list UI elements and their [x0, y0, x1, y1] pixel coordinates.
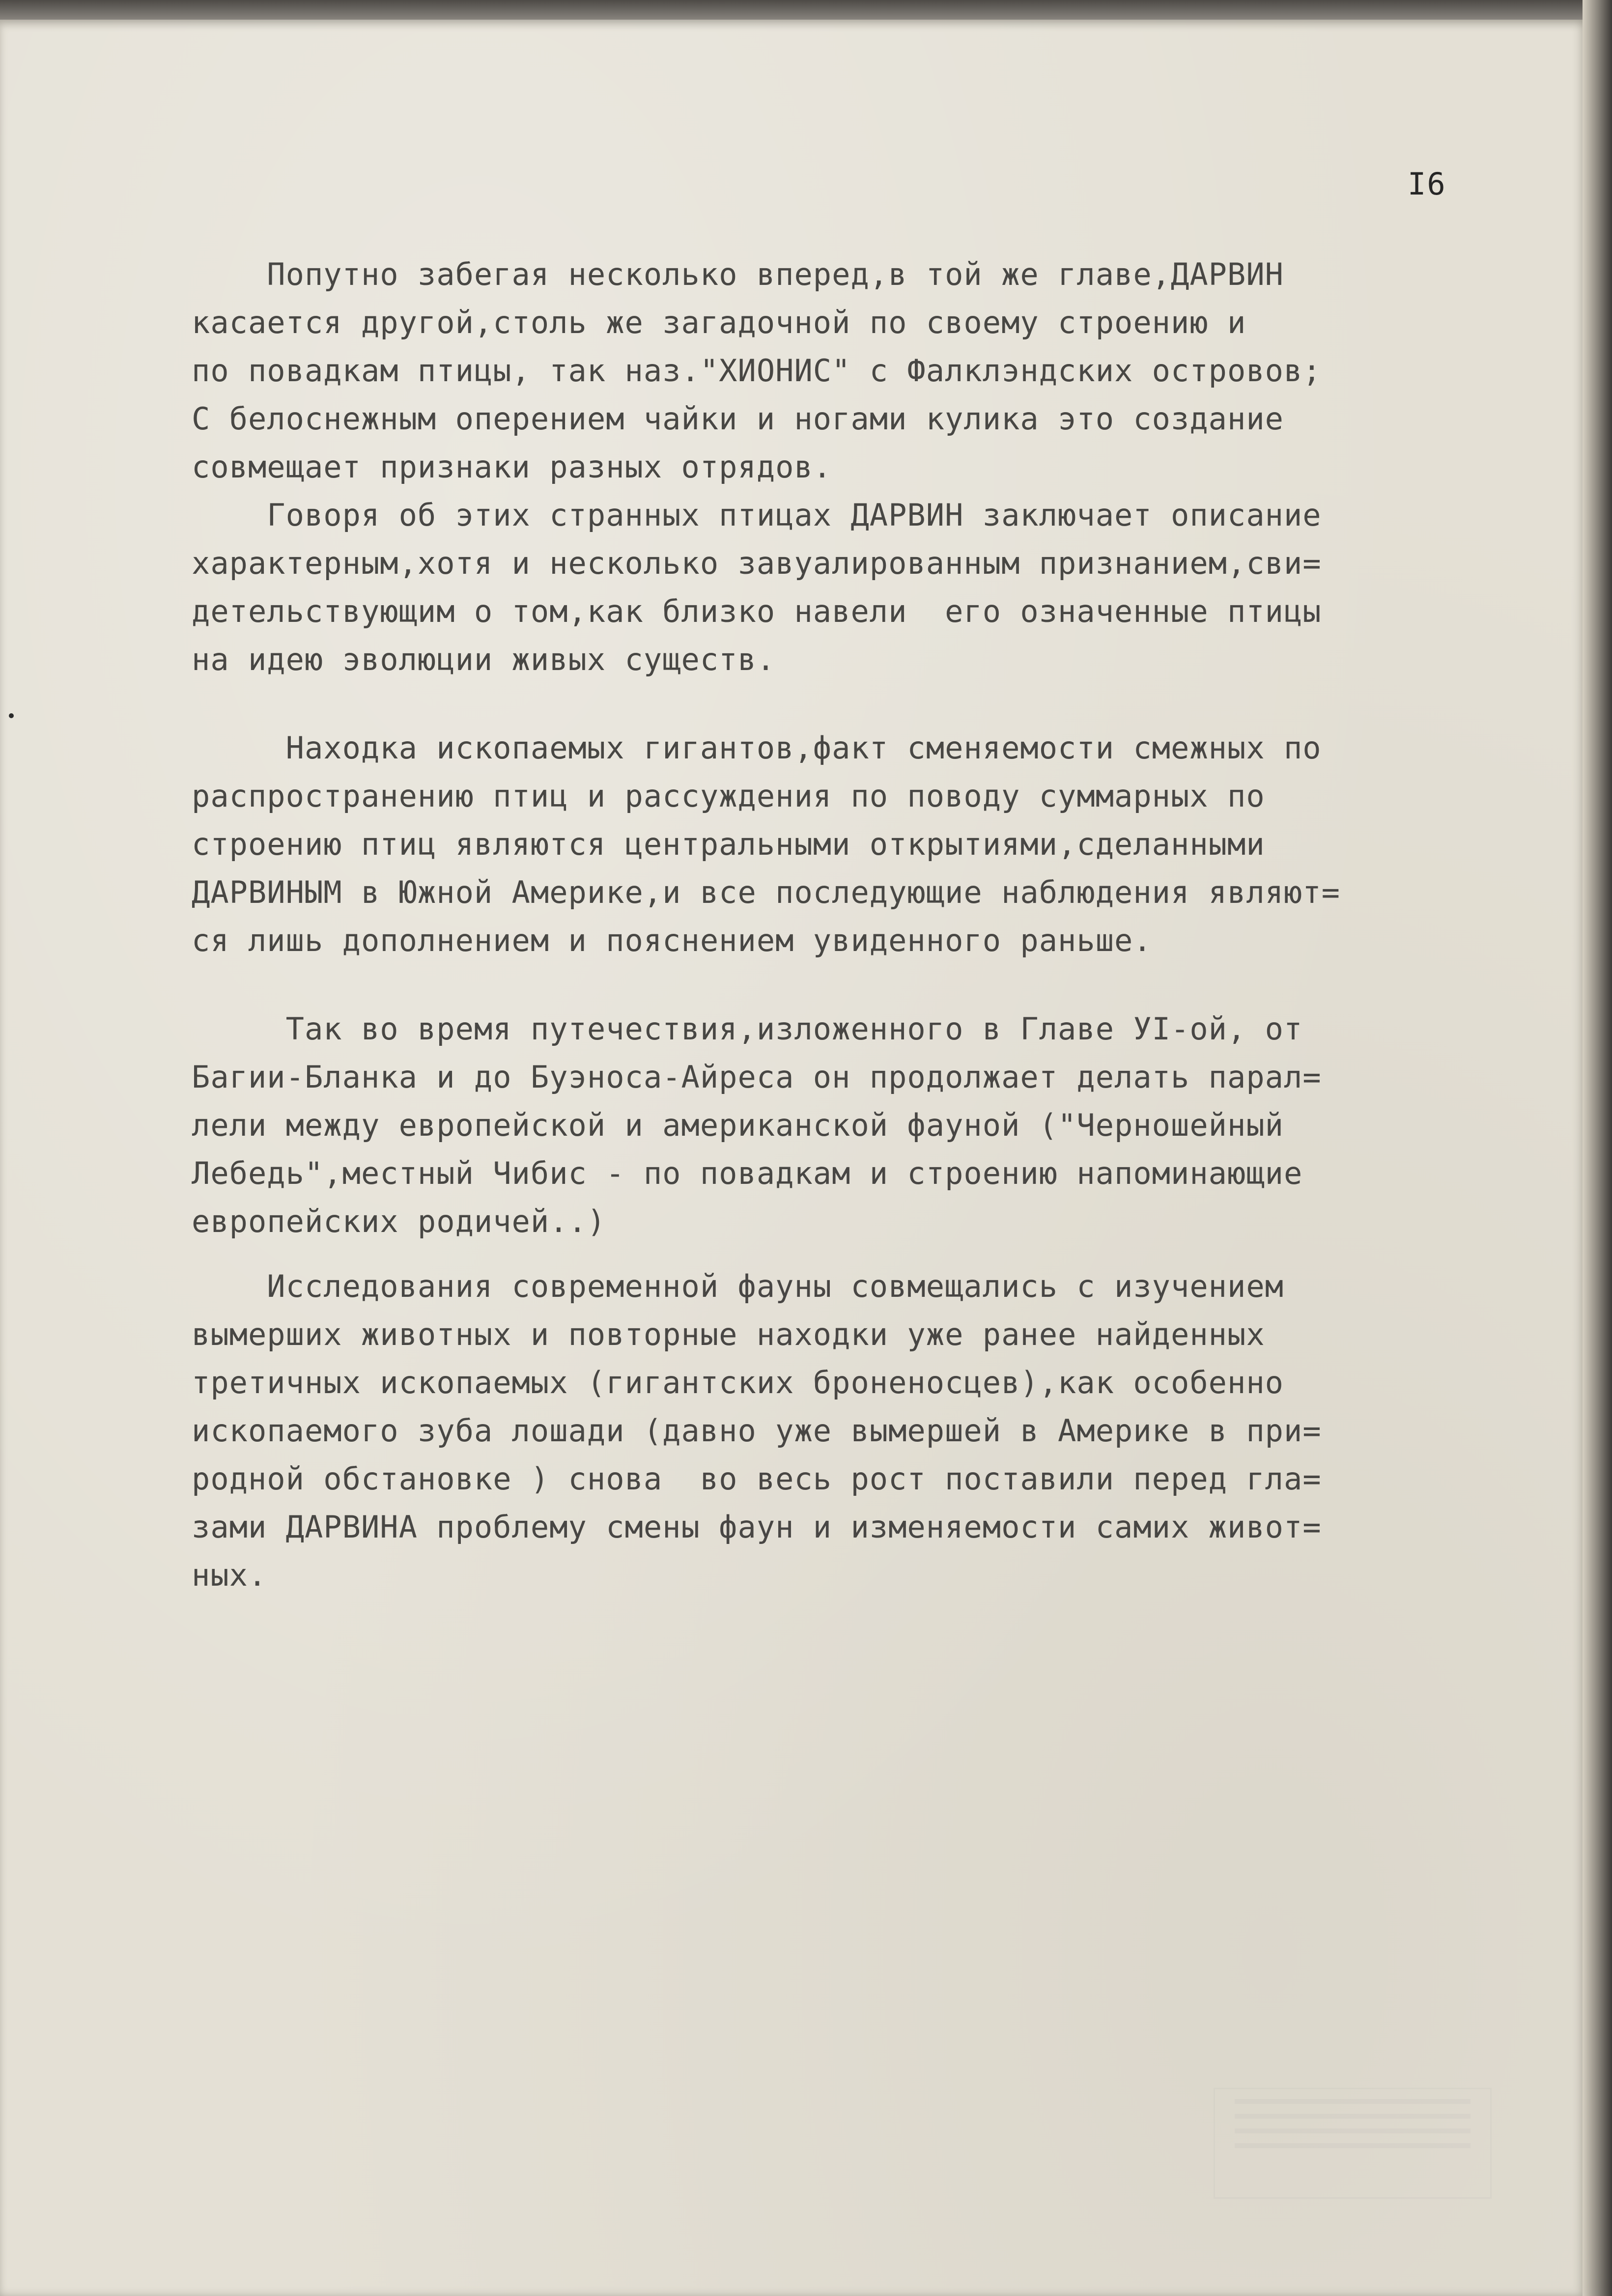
text-line: зами ДАРВИНА проблему смены фаун и изменяемости самих живот=	[192, 1509, 1322, 1545]
stamp-mark	[1235, 2099, 1471, 2104]
margin-dot	[9, 713, 14, 718]
text-line: Лебедь",местный Чибис - по повадкам и строению напоминающие	[192, 1155, 1303, 1191]
text-line: Так во время путечествия,изложенного в Главе УI-ой, от	[192, 1011, 1303, 1047]
document-page	[0, 20, 1587, 2296]
typed-text-body	[192, 251, 1518, 1599]
text-line: Находка ископаемых гигантов,факт сменяемости смежных по	[192, 730, 1322, 766]
stamp-mark	[1235, 2143, 1471, 2148]
text-line: детельствующим о том,как близко навели его означенные птицы	[192, 593, 1322, 629]
text-line: ископаемого зуба лошади (давно уже вымершей в Америке в при=	[192, 1413, 1322, 1449]
text-line: совмещает признаки разных отрядов.	[192, 449, 832, 485]
text-line: Попутно забегая несколько вперед,в той же главе,ДАРВИН	[192, 256, 1284, 292]
text-line: Багии-Бланка и до Буэноса-Айреса он продолжает делать парал=	[192, 1059, 1322, 1095]
text-line: касается другой,столь же загадочной по своему строению и	[192, 305, 1246, 340]
text-line: ся лишь дополнением и пояснением увиденного раньше.	[192, 923, 1152, 958]
text-line: С белоснежным оперением чайки и ногами кулика это создание	[192, 401, 1284, 437]
text-line: Говоря об этих странных птицах ДАРВИН заключает описание	[192, 497, 1322, 533]
text-line: распространению птиц и рассуждения по поводу суммарных по	[192, 778, 1265, 814]
text-line: Исследования современной фауны совмещались с изучением	[192, 1268, 1284, 1304]
text-line: на идею эволюции живых существ.	[192, 642, 776, 677]
text-line: ных.	[192, 1557, 267, 1593]
page-number: I6	[1408, 166, 1446, 202]
stamp-mark	[1235, 2128, 1471, 2133]
text-line: строению птиц являются центральными открытиями,сделанными	[192, 826, 1265, 862]
text-line: третичных ископаемых (гигантских броненосцев),как особенно	[192, 1365, 1284, 1400]
text-line: родной обстановке ) снова во весь рост поставили перед гла=	[192, 1461, 1322, 1497]
stamp-mark	[1235, 2114, 1471, 2119]
paragraph-gap	[192, 684, 1518, 724]
text-line: европейских родичей..)	[192, 1204, 606, 1239]
binding-edge-right	[1583, 0, 1612, 2296]
text-line: вымерших животных и повторные находки уже ранее найденных	[192, 1316, 1265, 1352]
paragraph-gap	[192, 1246, 1518, 1262]
text-line: по повадкам птицы, так наз."ХИОНИС" с Фалклэндских островов;	[192, 353, 1322, 389]
faded-stamp	[1214, 2088, 1492, 2199]
text-line: лели между европейской и американской фауной ("Черношейный	[192, 1107, 1284, 1143]
text-line: характерным,хотя и несколько завуалированным признанием,сви=	[192, 545, 1322, 581]
text-line: ДАРВИНЫМ в Южной Америке,и все последующие наблюдения являют=	[192, 874, 1340, 910]
paragraph-gap	[192, 965, 1518, 1005]
